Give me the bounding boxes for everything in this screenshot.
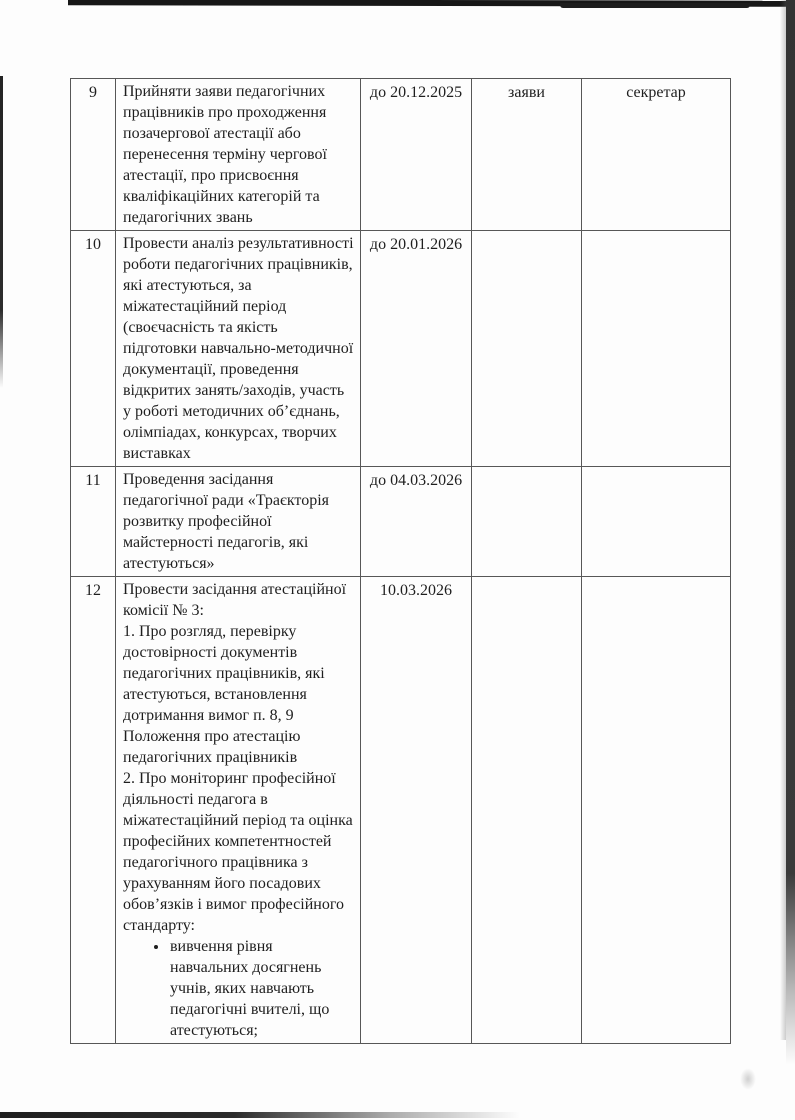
scan-artifact-smudge bbox=[740, 1068, 756, 1090]
cell-due-date: до 20.01.2026 bbox=[361, 231, 472, 467]
task-paragraph: 2. Про моніторинг професійної діяльності педагога в міжатестаційний період та оцінка професійних компетентностей педагогічного працівника з урахуванням його посадових обов’язків і вимог професійного стандарту: bbox=[123, 770, 353, 934]
cell-documents bbox=[472, 467, 582, 577]
scan-artifact-right-band bbox=[786, 0, 795, 1065]
cell-responsible bbox=[582, 231, 731, 467]
cell-responsible: секретар bbox=[582, 79, 731, 231]
cell-task bbox=[116, 231, 361, 467]
cell-documents bbox=[472, 231, 582, 467]
cell-responsible bbox=[582, 467, 731, 577]
table-row bbox=[71, 577, 731, 1044]
cell-responsible bbox=[582, 577, 731, 1044]
scan-artifact-left-line bbox=[0, 76, 3, 388]
cell-due-date: до 20.12.2025 bbox=[361, 79, 472, 231]
cell-due-date: до 04.03.2026 bbox=[361, 467, 472, 577]
cell-row-number: 9 bbox=[71, 79, 116, 231]
task-paragraph: 1. Про розгляд, перевірку достовірності документів педагогічних працівників, які атестуються, встановлення дотримання вимог п. 8, 9 Положення про атестацію педагогічних працівників bbox=[123, 623, 325, 766]
task-bullet-item: • вивчення рівня навчальних досягнень учнів, яких навчають педагогічні вчителі, що атестуються; bbox=[169, 936, 354, 1041]
cell-task bbox=[116, 79, 361, 231]
table-row bbox=[71, 467, 731, 577]
cell-task bbox=[116, 467, 361, 577]
task-paragraph: Проведення засідання педагогічної ради «Траєкторія розвитку професійної майстерності педагогів, які атестуються» bbox=[123, 471, 330, 572]
cell-documents bbox=[472, 577, 582, 1044]
task-paragraph: Провести засідання атестаційної комісії № 3: bbox=[123, 581, 347, 619]
task-bullet-list bbox=[123, 936, 354, 1041]
schedule-table bbox=[70, 78, 731, 1044]
cell-row-number: 10 bbox=[71, 231, 116, 467]
task-paragraph: Прийняти заяви педагогічних працівників про проходження позачергової атестації або перенесення терміну чергової атестації, про присвоєння кваліфікаційних категорій та педагогічних звань bbox=[123, 83, 327, 226]
scan-artifact-bottom-bar bbox=[0, 1112, 520, 1118]
cell-due-date: 10.03.2026 bbox=[361, 577, 472, 1044]
cell-row-number: 12 bbox=[71, 577, 116, 1044]
cell-documents: заяви bbox=[472, 79, 582, 231]
table-row bbox=[71, 231, 731, 467]
schedule-table-body bbox=[71, 79, 731, 1044]
table-row bbox=[71, 79, 731, 231]
cell-task bbox=[116, 577, 361, 1044]
task-paragraph: Провести аналіз результативності роботи педагогічних працівників, які атестуються, за міжатестаційний період (своєчасність та якість підготовки навчально-методичної документації, проведення відкритих занять/заходів, участь у роботі методичних об’єднань, олімпіадах, конкурсах, творчих виставках bbox=[123, 235, 354, 462]
cell-row-number: 11 bbox=[71, 467, 116, 577]
scan-artifact-top-bar-bump bbox=[560, 3, 750, 8]
